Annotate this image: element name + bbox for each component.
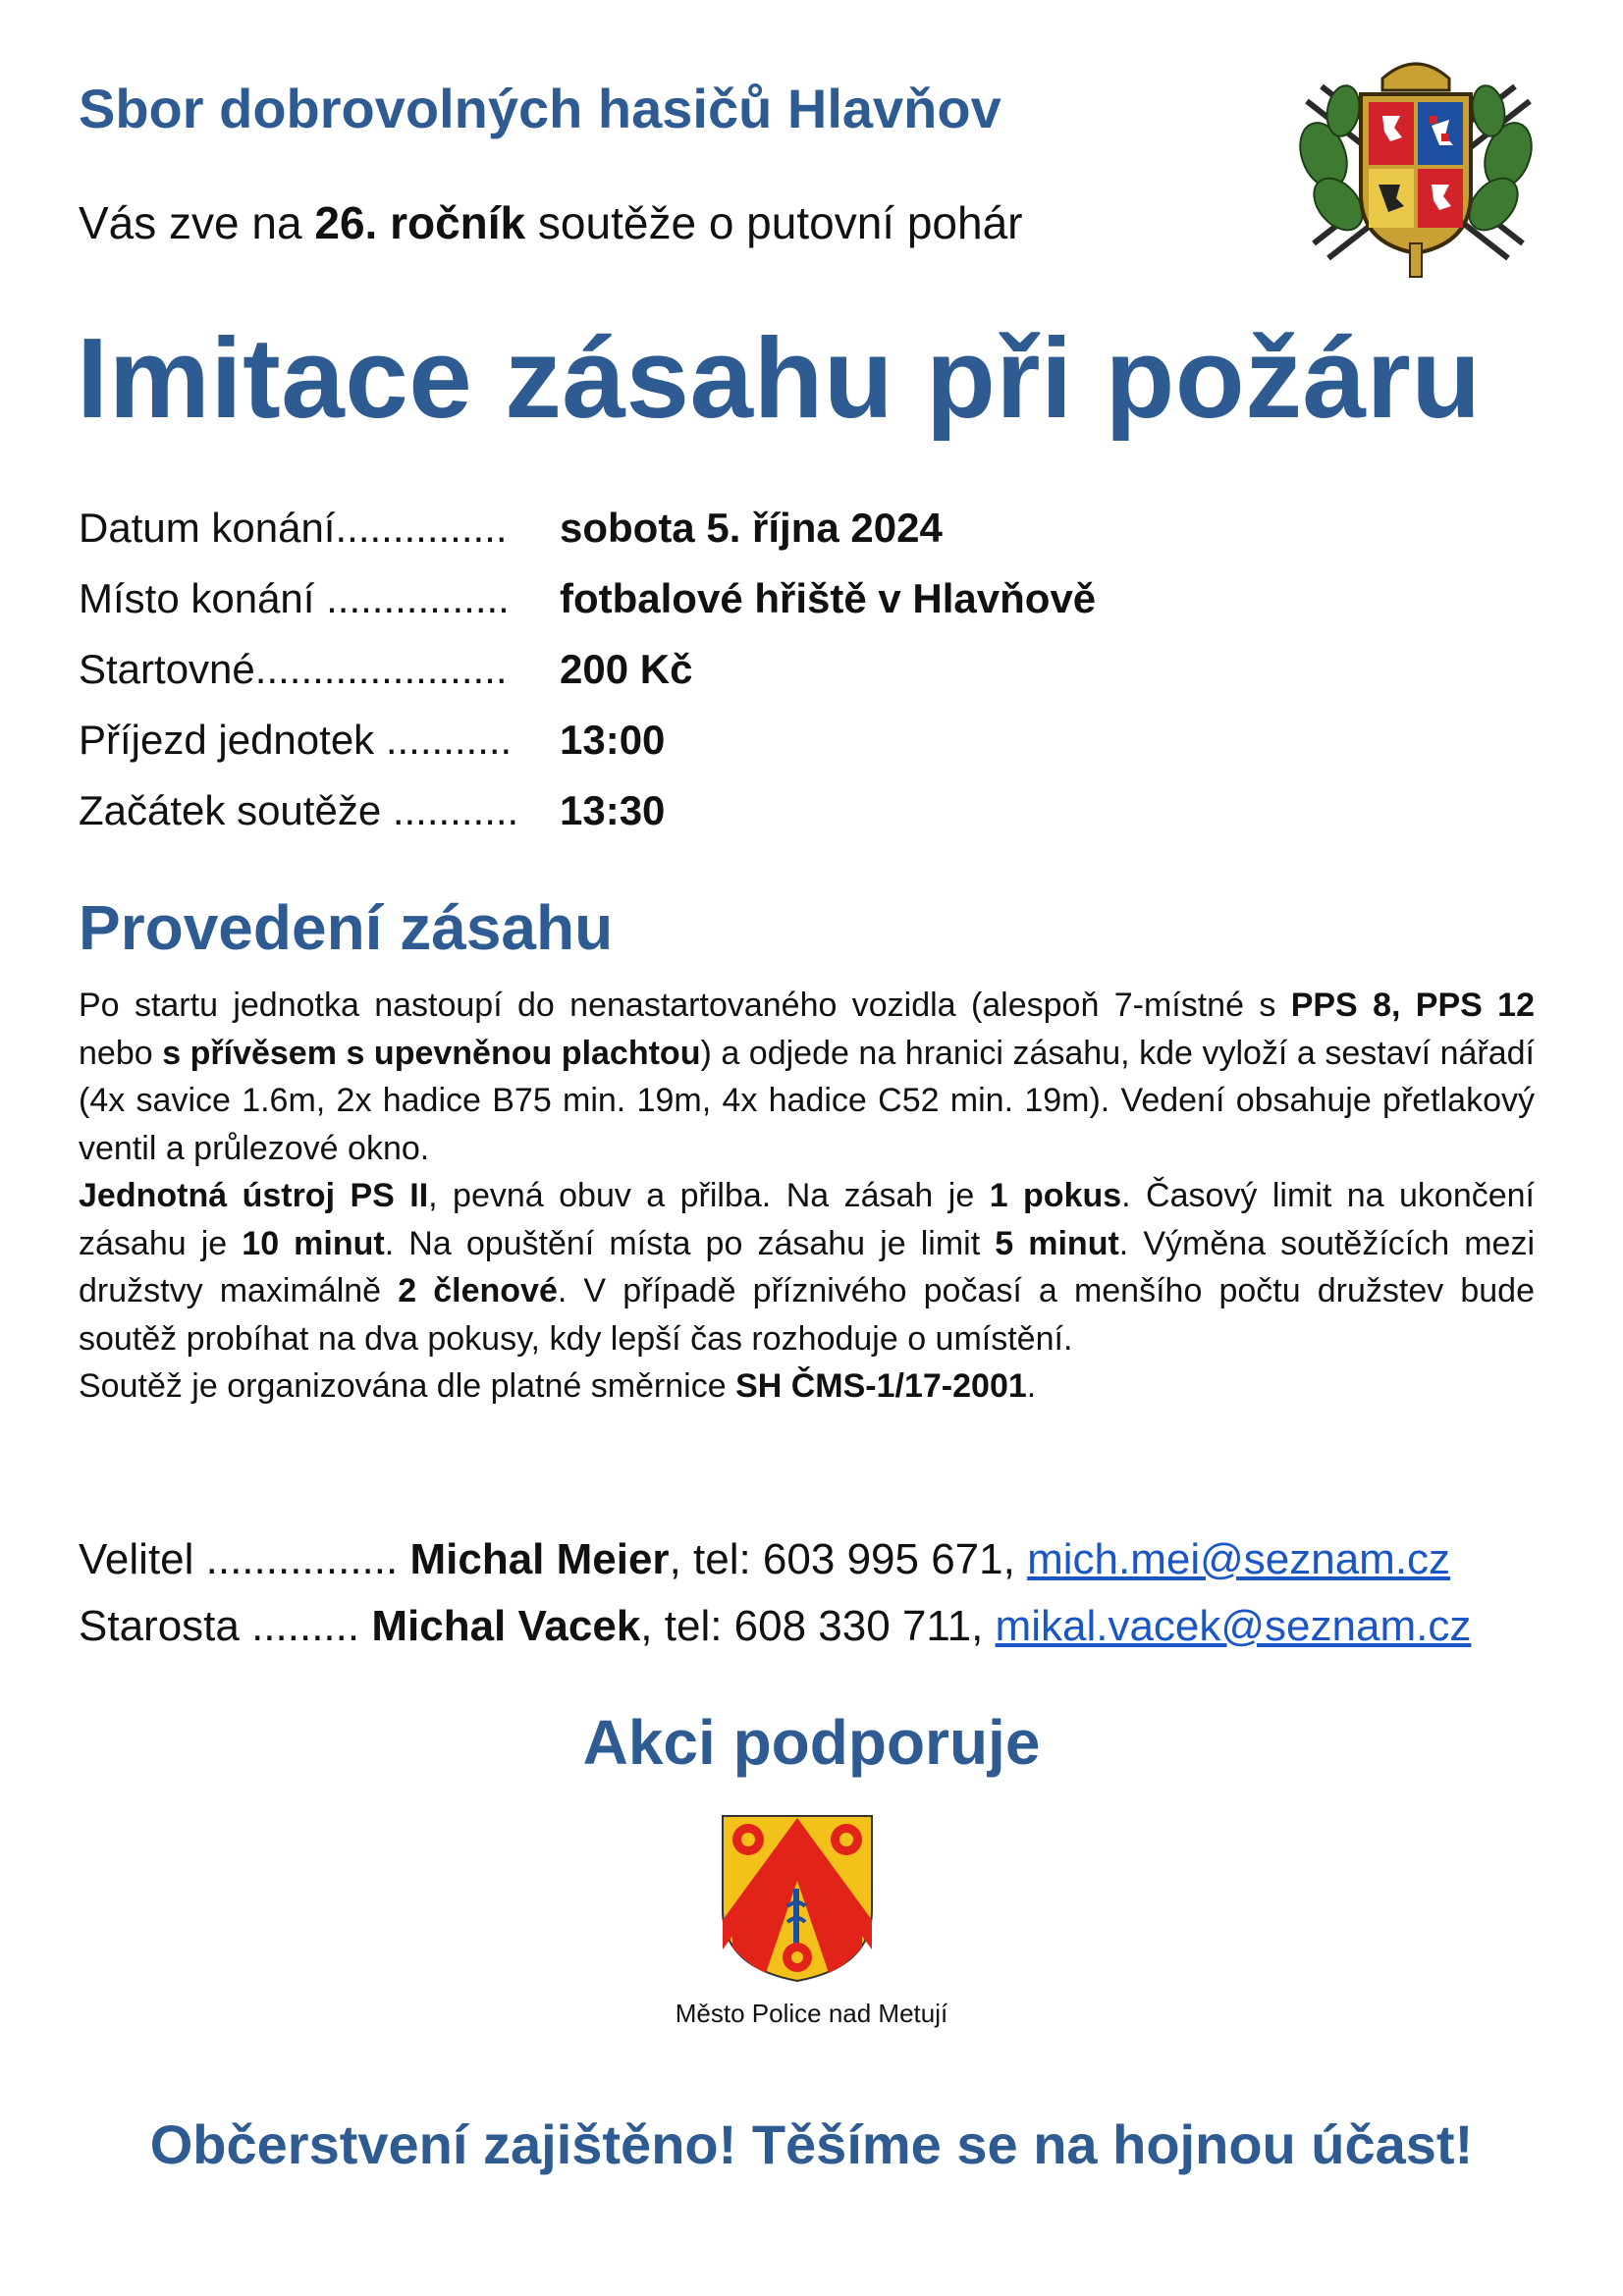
detail-row-fee (79, 640, 1257, 711)
text-run-bold: SH ČMS-1/17-2001 (735, 1367, 1027, 1405)
event-title: Imitace zásahu při požáru (77, 314, 1482, 442)
text-run-bold: 5 minut (995, 1224, 1119, 1262)
invite-prefix: Vás zve na (79, 197, 302, 248)
text-run-bold: Jednotná ústroj PS II (79, 1177, 429, 1214)
contact-role: Velitel ................ (79, 1535, 399, 1583)
procedure-paragraph-1 (79, 982, 1535, 1172)
text-run: . V případě příznivého počasí a menšího počtu družstev bude soutěž probíhat na dva pokusy, kdy lepší čas rozhoduje o umístění. (79, 1272, 1536, 1358)
town-name: Město Police nad Metují (675, 1999, 948, 2028)
text-run-bold: 2 členové (398, 1272, 558, 1309)
text-run-bold: 10 minut (242, 1224, 385, 1262)
event-details (79, 499, 1257, 852)
text-run: ) a odjede na hranici zásahu, kde vyloží a sestaví nářadí (4x savice 1.6m, 2x hadice B75 min. 19m, 4x hadice C52 min. 19m). Vedení obsahuje přetlakový ventil a průlezové okno. (79, 1034, 1536, 1167)
contact-commander (79, 1527, 1535, 1594)
contact-tel: , tel: 608 330 711, (640, 1602, 996, 1650)
detail-label: Startovné...................... (79, 646, 508, 692)
invite-suffix: soutěže o putovní pohár (537, 197, 1023, 248)
detail-row-date (79, 499, 1257, 569)
detail-label: Místo konání ................ (79, 575, 510, 621)
detail-value: sobota 5. října 2024 (560, 505, 943, 551)
detail-row-arrival (79, 711, 1257, 781)
detail-row-place (79, 569, 1257, 640)
contact-name: Michal Vacek (371, 1602, 641, 1650)
contact-tel: , tel: 603 995 671, (669, 1535, 1028, 1583)
detail-value: 13:00 (560, 717, 666, 763)
procedure-heading: Provedení zásahu (79, 892, 614, 963)
procedure-paragraph-3 (79, 1362, 1535, 1411)
detail-label: Datum konání............... (79, 505, 508, 551)
text-run-bold: 1 pokus (989, 1177, 1122, 1214)
contact-chairman (79, 1594, 1535, 1661)
town-coat-of-arms-icon (719, 1812, 876, 1985)
text-run: . (1026, 1367, 1037, 1405)
contact-email-link[interactable]: mikal.vacek@seznam.cz (995, 1602, 1472, 1650)
text-run-bold: PPS 8, PPS 12 (1290, 987, 1535, 1024)
detail-value: fotbalové hřiště v Hlavňově (560, 575, 1097, 621)
invitation-line (79, 196, 1023, 249)
footer-message: Občerstvení zajištěno! Těšíme se na hojnou účast! (149, 2113, 1474, 2175)
text-run: . Na opuštění místa po zásahu je limit (384, 1224, 996, 1262)
contact-email-link[interactable]: mich.mei@seznam.cz (1027, 1535, 1451, 1583)
contact-name: Michal Meier (409, 1535, 670, 1583)
text-run: . Výměna soutěžících mezi družstvy maximálně (79, 1224, 1535, 1309)
contact-role: Starosta ......... (79, 1602, 360, 1650)
detail-label: Příjezd jednotek ........... (79, 717, 513, 763)
detail-row-start (79, 781, 1257, 852)
detail-value: 13:30 (560, 787, 666, 833)
text-run: , pevná obuv a přilba. Na zásah je (428, 1177, 990, 1214)
firefighter-emblem-icon (1284, 47, 1547, 283)
sponsor-heading: Akci podporuje (582, 1707, 1041, 1778)
detail-value: 200 Kč (560, 646, 693, 692)
text-run: . Časový limit na ukončení zásahu je (79, 1177, 1536, 1262)
edition-number: 26. ročník (314, 197, 526, 248)
text-run-bold: s přívěsem s upevněnou plachtou (162, 1034, 701, 1072)
detail-label: Začátek soutěže ........... (79, 787, 519, 833)
contacts (79, 1527, 1535, 1661)
text-run: Po startu jednotka nastoupí do nenastartovaného vozidla (alespoň 7-místné s (79, 987, 1291, 1024)
organization-name: Sbor dobrovolných hasičů Hlavňov (79, 78, 1001, 139)
procedure-paragraph-2 (79, 1172, 1535, 1362)
text-run: Soutěž je organizována dle platné směrnice (79, 1367, 736, 1405)
text-run: nebo (79, 1034, 163, 1072)
procedure-text (79, 982, 1535, 1411)
